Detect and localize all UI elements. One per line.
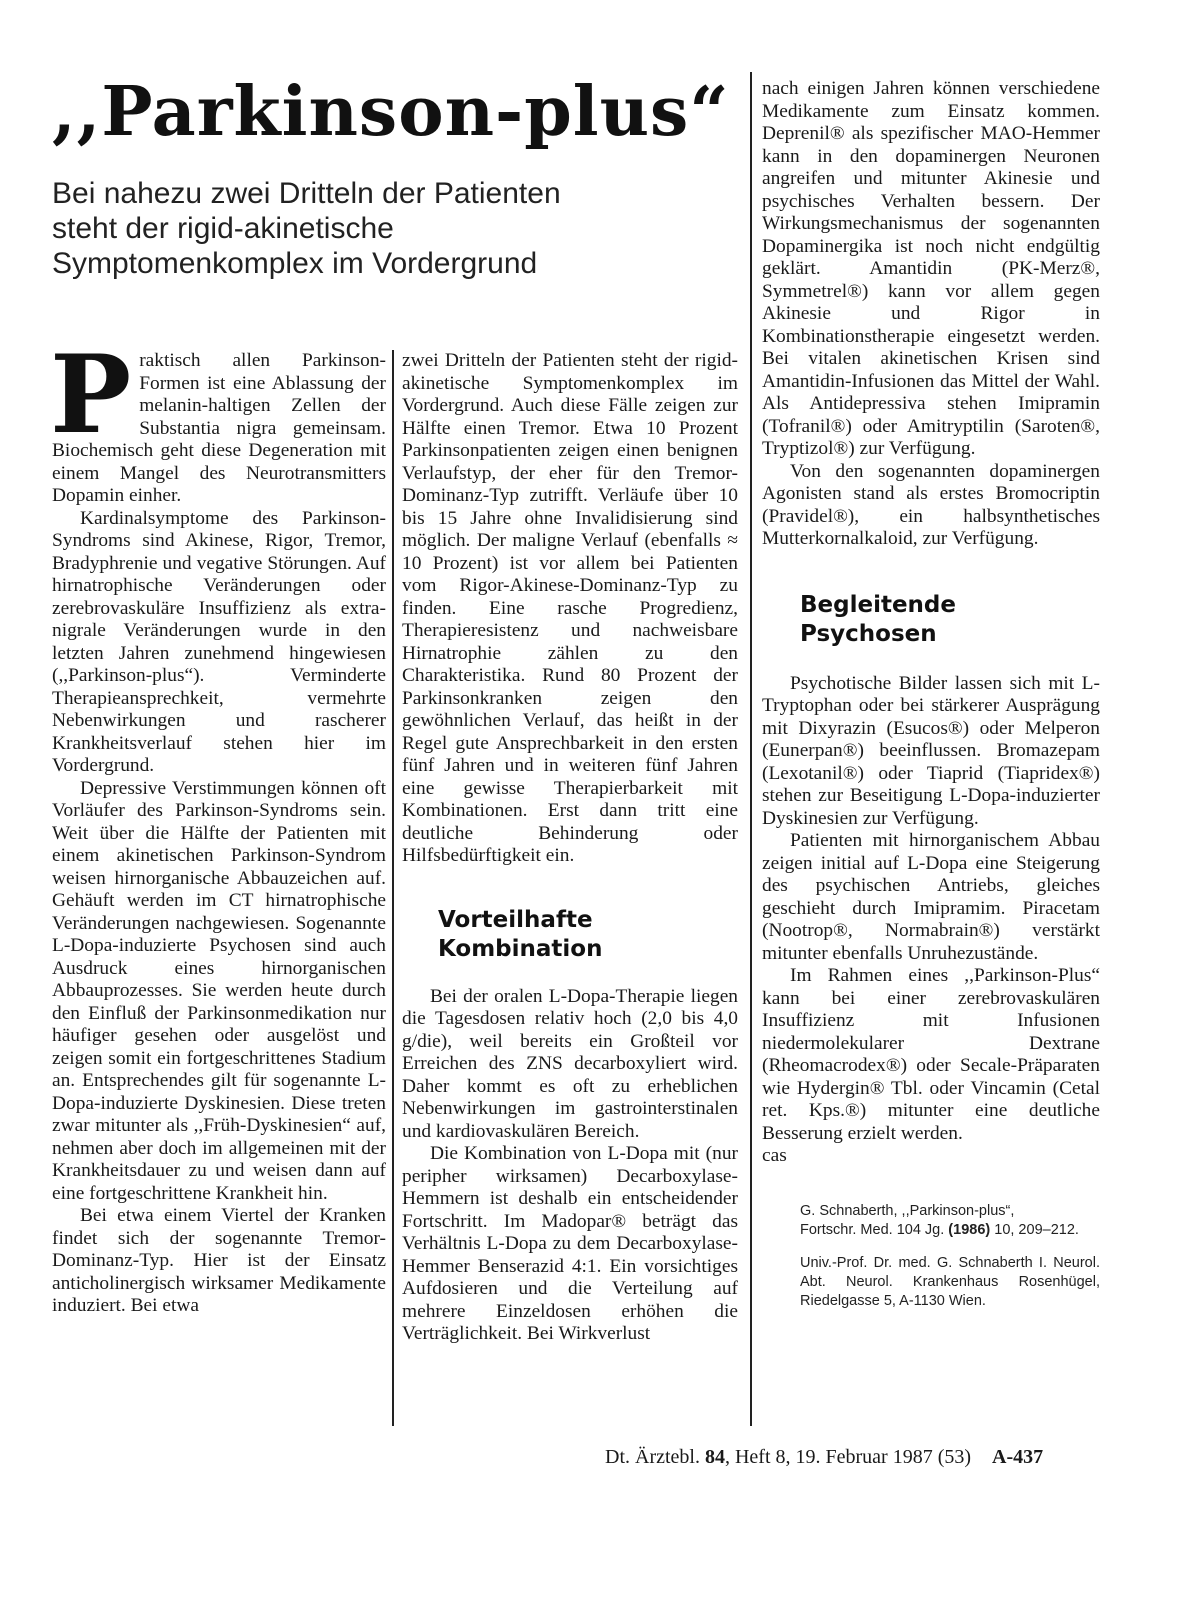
page-number: A-437 [992, 1446, 1044, 1468]
author-signature: cas [762, 1145, 787, 1166]
heading-line: Begleitende [800, 591, 956, 618]
reference-citation [800, 1202, 1100, 1240]
paragraph-text: raktisch allen Parkinson-Formen ist eine Ablassung der melanin-haltigen Zellen der Substantia nigra gemeinsam. Biochemisch geht diese Degeneration mit einem Mangel des Neurotransmitters Dopamin einher. [52, 350, 386, 506]
body-paragraph: Patienten mit hirnorganischem Abbau zeigen initial auf L-Dopa eine Steigerung des psychischen Antriebs, gleiches geschieht durch Imipramim. Piracetam (Nootrop®, Normabrain®) verstärkt mitunter ebenfalls Unruhezustände. [762, 830, 1100, 964]
section-heading-psychosen [800, 591, 1100, 649]
subtitle-line: Symptomenkomplex im Vordergrund [52, 247, 538, 280]
reference-block [762, 1202, 1100, 1311]
body-paragraph: Von den sogenannten dopaminergen Agonisten stand als erstes Bromocriptin (Pravidel®), ein halbsynthetisches Mutterkornalkaloid, zur Verfügung. [762, 460, 1100, 549]
article-title: ,,Parkinson-plus“ [52, 72, 730, 152]
section-heading-kombination [438, 906, 738, 964]
subtitle-line: steht der rigid-akinetische [52, 212, 394, 245]
drop-cap: P [50, 332, 132, 458]
intro-paragraph [50, 332, 386, 508]
body-paragraph: Bei der oralen L-Dopa-Therapie liegen die Tagesdosen relativ hoch (2,0 bis 4,0 g/die), weil bereits ein Großteil vor Erreichen des ZNS decarboxyliert wird. Daher kommt es oft zu erheblichen Nebenwirkungen im gastrointerstinalen und kardiovaskulären Bereich. [402, 985, 738, 1142]
article-subtitle [52, 176, 752, 281]
body-paragraph: zwei Dritteln der Patienten steht der rigid-akinetische Symptomenkomplex im Vordergrund. Auch diese Fälle zeigen zur Hälfte einen Tremor. Etwa 10 Prozent Parkinsonpatienten zeigen einen benignen Verlaufstyp, der eher für den Tremor-Dominanz-Typ zutrifft. Verläufe über 10 bis 15 Jahre ohne Invalidisierung sind möglich. Der maligne Verlauf (ebenfalls ≈ 10 Prozent) ist vor allem bei Patienten vom Rigor-Akinese-Dominanz-Typ zu finden. Eine rasche Progredienz, Therapieresistenz und nachweisbare Hirnatrophie zählen zu den Charakteristika. Rund 80 Prozent der Parkinsonkranken zeigen den gewöhnlichen Verlauf, das heißt in der Regel gute Ansprechbarkeit in den ersten fünf Jahren und in weiteren fünf Jahren eine gewisse Therapierbarkeit mit Kombinationen. Erst dann tritt eine deutliche Behinderung oder Hilfsbedürftigkeit ein. [402, 350, 738, 866]
reference-author-title: G. Schnaberth, ,,Parkinson-plus“, [800, 1202, 1015, 1219]
footer-journal: Dt. Ärztebl. [605, 1446, 700, 1468]
reference-pages: 10, 209–212. [994, 1221, 1079, 1238]
body-paragraph: Bei etwa einem Viertel der Kranken findet sich der sogenannte Tremor-Dominanz-Typ. Hier ist der Einsatz anticholinergisch wirksamer Medikamente induziert. Bei etwa [52, 1205, 386, 1316]
subtitle-line: Bei nahezu zwei Dritteln der Patienten [52, 177, 561, 210]
column-divider [750, 72, 752, 1426]
text-column-3 [762, 78, 1100, 1311]
body-paragraph: Psychotische Bilder lassen sich mit L-Tryptophan oder bei stärkerer Ausprägung mit Dixyrazin (Esucos®) oder Melperon (Eunerpan®) beeinflussen. Bromazepam (Lexotanil®) oder Tiaprid (Tiapridex®) stehen zur Beseitigung L-Dopa-induzierter Dyskinesien zur Verfügung. [762, 672, 1100, 829]
heading-line: Kombination [438, 935, 603, 962]
body-paragraph: Depressive Verstimmungen können oft Vorläufer des Parkinson-Syndroms sein. Weit über die Hälfte der Patienten mit einem akinetischen Parkinson-Syndrom weisen hirnorganische Abbauzeichen auf. Gehäuft werden im CT hirnatrophische Veränderungen nachgewiesen. Sogenannte L-Dopa-induzierte Psychosen sind auch Ausdruck eines hirnorganischen Abbauprozesses. Sie werden heute durch den Einfluß der Parkinsonmedikation nur häufiger gesehen oder ausgelöst und zeigen somit ein fortgeschrittenes Stadium an. Entsprechendes gilt für sogenannte L-Dopa-induzierte Dyskinesien. Diese treten zwar mitunter als ,,Früh-Dyskinesien“ auf, nehmen aber doch im allgemeinen mit der Krankheitsdauer zu und weisen dann auf eine fortgeschrittene Krankheit hin. [52, 777, 386, 1204]
body-paragraph: Die Kombination von L-Dopa mit (nur peripher wirksamen) Decarboxylase-Hemmern ist deshalb ein entscheidender Fortschritt. Im Madopar® beträgt das Verhältnis L-Dopa zu dem Decarboxylase-Hemmer Benserazid 4:1. Ein vorsichtiges Aufdosieren und die Verteilung auf mehrere Einzeldosen erhöhen die Verträglichkeit. Bei Wirkverlust [402, 1143, 738, 1344]
footer-issue-date: , Heft 8, 19. Februar 1987 (53) [724, 1446, 972, 1468]
body-paragraph: Kardinalsymptome des Parkinson-Syndroms sind Akinese, Rigor, Tremor, Bradyphrenie und vegative Störungen. Auf hirnatrophische Veränderungen oder zerebrovaskuläre Insuffizienz als extra-nigrale Veränderungen wurde in den letzten Jahren zunehmend hingewiesen (,,Parkinson-plus“). Verminderte Therapieansprechkeit, vermehrte Nebenwirkungen und rascherer Krankheitsverlauf stehen hier im Vordergrund. [52, 507, 386, 776]
body-paragraph: Im Rahmen eines ,,Parkinson-Plus“ kann bei einer zerebrovaskulären Insuffizienz mit Infusionen niedermolekularer Dextrane (Rheomacrodex®) oder Secale-Präparaten wie Hydergin® Tbl. oder Vincamin (Cetal ret. Kps.®) mitunter eine deutliche Besserung erzielt werden. [762, 965, 1100, 1144]
author-address: Univ.-Prof. Dr. med. G. Schnaberth I. Neurol. Abt. Neurol. Krankenhaus Rosenhügel, Riedelgasse 5, A-1130 Wien. [800, 1254, 1100, 1309]
column-divider [392, 350, 394, 1426]
reference-year: (1986) [948, 1221, 991, 1238]
footer-volume: 84 [704, 1446, 725, 1468]
heading-line: Psychosen [800, 620, 937, 647]
body-paragraph: nach einigen Jahren können verschiedene Medikamente zum Einsatz kommen. Deprenil® als spezifischer MAO-Hemmer kann in den dopaminergen Neuronen angreifen und mitunter Akinesie und psychisches Verhalten bessern. Der Wirkungsmechanismus der sogenannten Dopaminergika ist noch nicht endgültig geklärt. Amantidin (PK-Merz®, Symmetrel®) kann vor allem gegen Akinesie und Rigor in Kombinationstherapie eingesetzt werden. Bei vitalen akinetischen Krisen sind Amantidin-Infusionen das Mittel der Wahl. Als Antidepressiva stehen Imipramin (Tofranil®) oder Amitryptilin (Saroten®, Tryptizol®) zur Verfügung. [762, 78, 1100, 459]
reference-journal: Fortschr. Med. 104 Jg. [800, 1221, 945, 1238]
page-footer [605, 1446, 1043, 1469]
text-column-1 [50, 332, 386, 1318]
heading-line: Vorteilhafte [438, 906, 593, 933]
text-column-2 [402, 350, 738, 1346]
